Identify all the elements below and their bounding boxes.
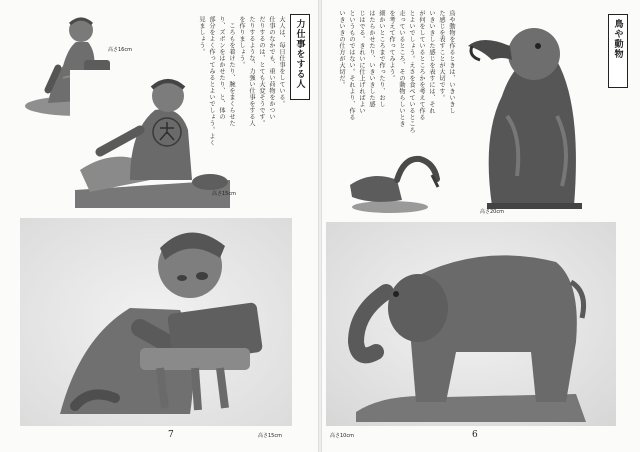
body-line: が何をしているところかを考えて作る bbox=[418, 10, 425, 121]
photo-small-bird bbox=[342, 145, 442, 215]
body-line: り、ズボンをはかせたり、と、体の bbox=[218, 16, 225, 120]
section-heading-box bbox=[290, 14, 310, 100]
caption-elephant: 高さ10cm bbox=[330, 433, 354, 439]
body-line: たりするような、力強い仕事をする人 bbox=[248, 16, 255, 127]
caption-eagle: 高さ20cm bbox=[480, 209, 504, 215]
body-line: 仕事のなかでも、重い荷物をかつい bbox=[268, 16, 275, 120]
body-line: というものではない。それより、作る bbox=[348, 10, 355, 121]
page-number: 6 bbox=[472, 430, 478, 440]
body-line: じはでる。きれいに仕上げればよい bbox=[358, 10, 365, 114]
page-number: 7 bbox=[168, 430, 174, 440]
photo-elephant bbox=[326, 222, 616, 426]
caption-top-large: 高さ15cm bbox=[212, 191, 236, 197]
photo-eagle bbox=[462, 16, 592, 216]
caption-top-small: 高さ16cm bbox=[108, 47, 132, 53]
body-line: 大人は、毎日仕事をしている。 bbox=[278, 16, 285, 107]
body-line: 走っているところ、その動物らしいとき bbox=[398, 10, 405, 127]
body-line: とよいでしょう。えさを食べているところ bbox=[408, 10, 415, 134]
section-title: 鳥や動物 bbox=[612, 19, 623, 59]
body-line: 細かいところまで作ったり、おし bbox=[378, 10, 385, 108]
body-line: いきいきした感じを表すには、それ bbox=[428, 10, 435, 114]
body-line: を考えて作ってみよう。 bbox=[388, 10, 395, 82]
right-page bbox=[322, 0, 640, 452]
body-line: を作りましょう。 bbox=[238, 16, 245, 68]
body-line: 鳥や動物を作るときは、いきいきし bbox=[448, 10, 455, 114]
body-line: 見ましょう。 bbox=[198, 16, 205, 55]
caption-bottom: 高さ15cm bbox=[258, 433, 282, 439]
left-page bbox=[0, 0, 318, 452]
photo-carrying-figure bbox=[20, 218, 292, 426]
body-line: はたらかせたり、いきいきした感 bbox=[368, 10, 375, 108]
body-line: だりするのは、とても大変そうです。 bbox=[258, 16, 265, 127]
body-line: 部分をよく作ってみるとよいでしょう。よく bbox=[208, 16, 215, 146]
section-title: 力仕事をする人 bbox=[294, 19, 305, 89]
body-text bbox=[198, 16, 286, 146]
body-text bbox=[326, 10, 456, 150]
section-heading-box bbox=[608, 14, 628, 88]
body-line: いきいきの仕方が大切だ。 bbox=[338, 10, 345, 88]
body-line: ころもを着けたり、腕をまくらせた bbox=[228, 16, 235, 127]
body-line: た感じを表すことが大切です。 bbox=[438, 10, 445, 101]
